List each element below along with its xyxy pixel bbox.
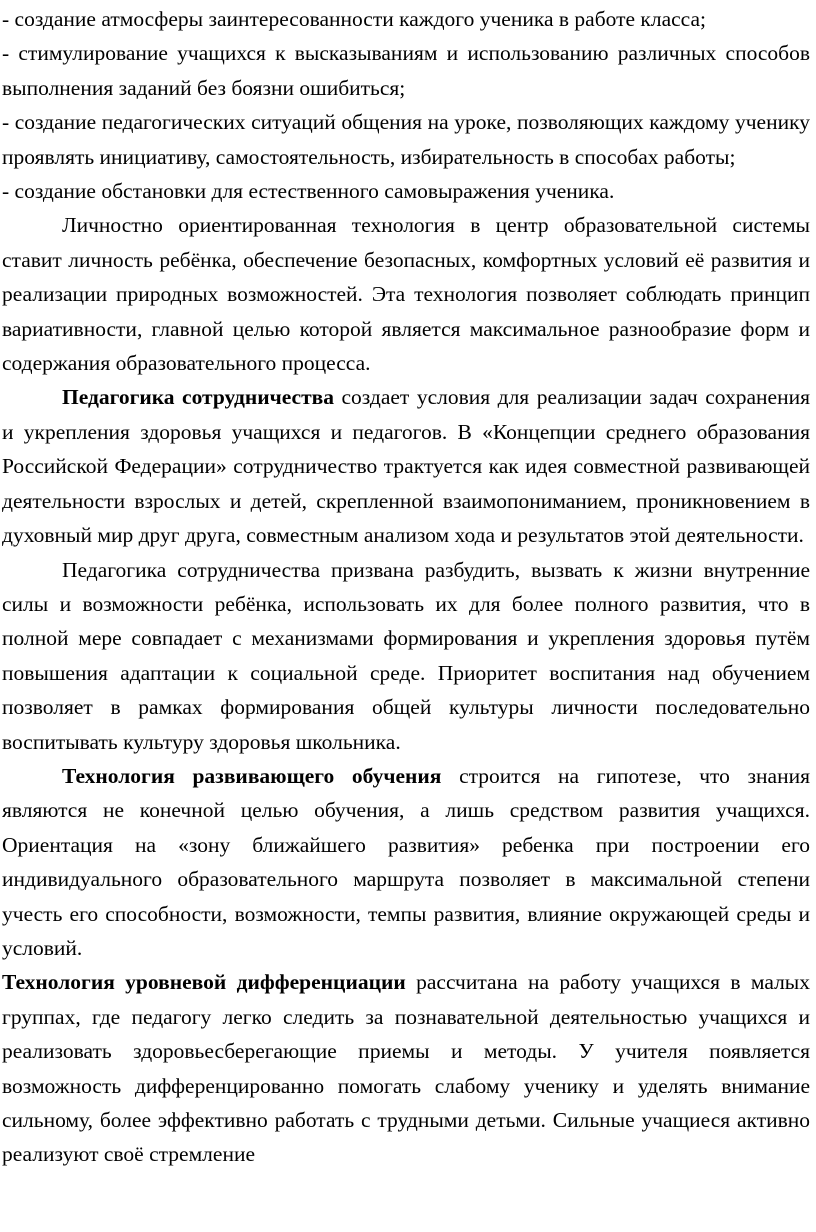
paragraph-cooperation — [2, 380, 810, 552]
term-developmental: Технология развивающего обучения — [62, 763, 442, 788]
paragraph-text: создает условия для реализации задач сохранения и укрепления здоровья учащихся и педагогов. В «Концепции среднего образования Российской Федерации» сотрудничество трактуется как идея совместной развивающей деятельности взрослых и детей, скрепленной взаимопониманием, проникновением в духовный мир друг друга, совместным анализом хода и результатов этой деятельности. — [2, 385, 810, 548]
paragraph-text: строится на гипотезе, что знания являются не конечной целью обучения, а лишь средством развития учащихся. Ориентация на «зону ближайшего развития» ребенка при построении его индивидуального образовательного маршрута позволяет в максимальной степени учесть его способности, возможности, темпы развития, влияние окружающей среды и условий. — [2, 763, 811, 960]
paragraph-developmental — [2, 759, 810, 965]
list-item: - создание атмосферы заинтересованности каждого ученика в работе класса; — [2, 7, 706, 31]
paragraph-differentiation — [2, 965, 810, 1171]
list-item: - стимулирование учащихся к высказываниям и использованию различных способов выполнения заданий без боязни ошибиться; — [2, 41, 810, 100]
list-item: - создание педагогических ситуаций общения на уроке, позволяющих каждому ученику проявлять инициативу, самостоятельность, избирательность в способах работы; — [2, 110, 810, 169]
paragraph-text: рассчитана на работу учащихся в малых группах, где педагогу легко следить за познавательной деятельностью учащихся и реализовать здоровьесберегающие приемы и методы. У учителя появляется возможность дифференцированно помогать слабому ученику и уделять внимание сильному, более эффективно работать с трудными детьми. Сильные учащиеся активно реализуют своё стремление — [2, 970, 810, 1167]
term-differentiation: Технология уровневой дифференциации — [2, 970, 406, 995]
term-cooperation: Педагогика сотрудничества — [62, 385, 334, 410]
list-item: - создание обстановки для естественного самовыражения ученика. — [2, 179, 615, 204]
paragraph-personal-technology: Личностно ориентированная технология в центр образовательной системы ставит личность ребёнка, обеспечение безопасных, комфортных условий её развития и реализации природных возможностей. Эта технология позволяет соблюдать принцип вариативности, главной целью которой является максимальное разнообразие форм и содержания образовательного процесса. — [2, 213, 810, 376]
paragraph-cooperation-2: Педагогика сотрудничества призвана разбудить, вызвать к жизни внутренние силы и возможности ребёнка, использовать их для более полного развития, что в полной мере совпадает с механизмами формирования и укрепления здоровья путём повышения адаптации к социальной среде. Приоритет воспитания над обучением позволяет в рамках формирования общей культуры личности последовательно воспитывать культуру здоровья школьника. — [2, 557, 810, 754]
